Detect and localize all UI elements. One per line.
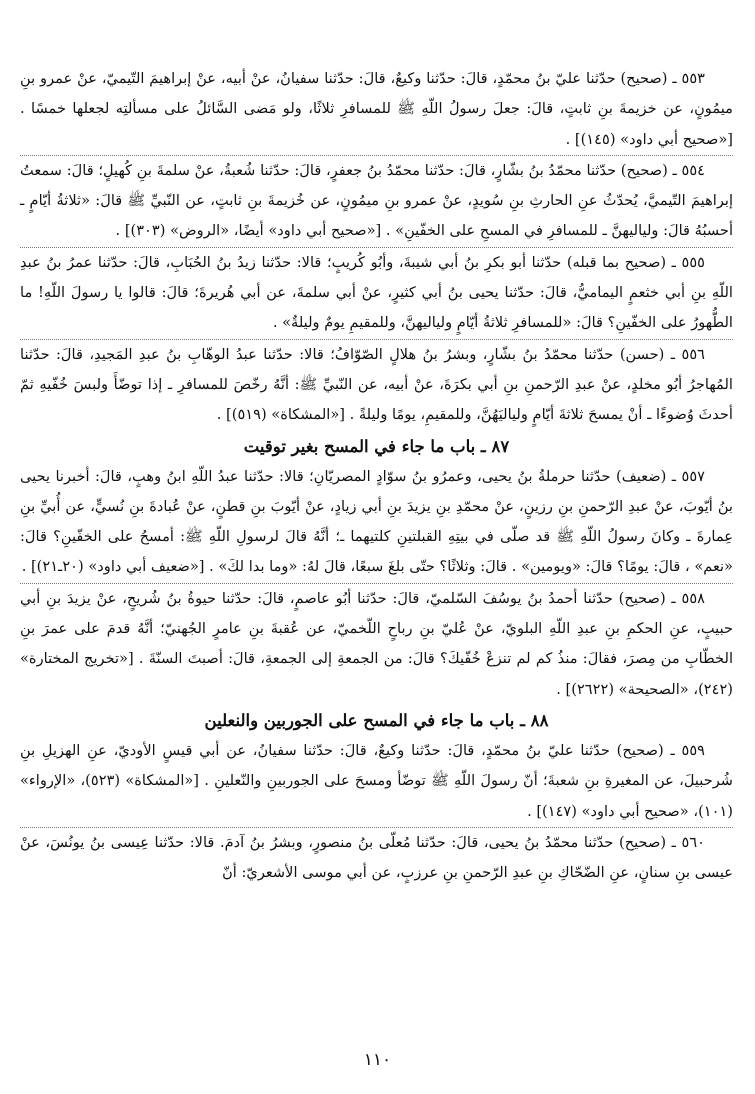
chapter-heading: ٨٨ ـ باب ما جاء في المسح على الجوربين والنعلين <box>204 710 549 730</box>
hadith-paragraph: ٥٥٩ ـ (صحيح) حدّثنا عليّ بنُ محمّدٍ، قالَ: حدّثنا وكيعٌ، قالَ: حدّثنا سفيانُ، عن أبي قيسٍ الأوديّ، عنِ الهزيلِ بنِ شُرحبيلَ، عن المغيرةِ بنِ شعبةَ؛ أنّ رسولَ اللّهِ ﷺ توضّأ ومسحَ على الجوربينِ والنّعلينِ . [«المشكاة» (٥٢٣)، «الإرواء» (١٠١)، «صحيح أبي داود» (١٤٧)] . <box>20 741 733 820</box>
hadith-paragraph: ٥٥٣ ـ (صحيح) حدّثنا عليّ بنُ محمّدٍ، قالَ: حدّثنا وكيعٌ، قالَ: حدّثنا سفيانُ، عنْ أبيه، عنْ إبراهيمَ التّيميّ، عنْ عمرو بنِ ميمُونٍ، عن خزيمةَ بنِ ثابتٍ، قالَ: جعلَ رسولُ اللّهِ ﷺ للمسافرِ ثلاثًا، ولو مَضى السَّائلُ على مسألتِه لجعلها خمسًا . [«صحيح أبي داود» (١٤٥)] . <box>20 70 733 148</box>
hadith-paragraph: ٥٥٥ ـ (صحيح بما قبله) حدّثنا أبو بكرِ بنُ أبي شيبةَ، وأبُو كُريبٍ؛ قالا: حدّثنا زيدُ بنُ الحُبَابِ، قالَ: حدّثنا عمرُ بنُ عبدِ اللّهِ بنِ أبي خثعمٍ اليماميُّ، قالَ: حدّثنا يحيى بنُ أبي كثيرٍ، عنْ أبي سلمةَ، عن أبي هُريرةَ؛ قالَ: قالوا يا رسولَ اللّهِ! ما الطُّهورُ على الخفّينِ؟ قالَ: «للمسافرِ ثلاثةُ أيّامٍ ولياليهنَّ، وللمقيمِ يومٌ وليلةٌ» . <box>20 253 733 332</box>
chapter-heading: ٨٧ ـ باب ما جاء في المسح بغير توقيت <box>243 436 510 456</box>
hadith-paragraph: ٥٥٨ ـ (صحيح) حدّثنا أحمدُ بنُ يوسُفَ السّلميّ، قالَ: حدّثنا أبُو عاصمٍ، قالَ: حدّثنا حيوةُ بنُ شُريحٍ، عنْ يزيدَ بنِ أبي حبيبٍ، عنِ الحكمِ بنِ عبدِ اللّهِ البلويّ، عنْ عُليّ بنِ رباحٍ اللّخميّ، عن عُقبةَ بنِ عامرٍ الجُهنيّ؛ أنَّهُ قدمَ على عمرَ بنِ الخطّابِ من مِصرَ، فقالَ: منذُ كم لم تنزعْ خُفّيكَ؟ قالَ: من الجمعةِ إلى الجمعةِ، قالَ: أصبتَ السنّةَ . [«تخريج المختارة» (٢٤٢)، «الصحيحة» (٢٦٢٢)] . <box>20 589 733 698</box>
hadith-paragraph: ٥٥٦ ـ (حسن) حدّثنا محمّدُ بنُ بشّارٍ، وبشرُ بنُ هلالٍ الصّوّافُ؛ قالا: حدّثنا عبدُ الوهّابِ بنُ عبدِ المَجيدِ، قالَ: حدّثنا المُهاجرُ أبُو مخلدٍ، عنْ عبدِ الرّحمنِ بنِ أبي بكرَةَ، عنْ أبيه، عن النّبيِّ ﷺ: أنَّهُ رخّصَ للمسافرِ ـ إذا توضّأَ ولبسَ خُفّيهِ ثمّ أحدثَ وُضوءًا ـ أنْ يمسحَ ثلاثةَ أيّامٍ ولياليَهُنَّ، وللمقيمِ، يومًا وليلةً . [«المشكاة» (٥١٩)] . <box>20 345 733 424</box>
hadith-paragraph: ٥٦٠ ـ (صحيح) حدّثنا محمّدُ بنُ يحيى، قالَ: حدّثنا مُعلّى بنُ منصورٍ، وبشرُ بنُ آدمَ. قالا: حدّثنا عِيسى بنُ يونُسَ، عنْ عيسى بنِ سنانٍ، عنِ الضّحّاكِ بنِ عبدِ الرّحمنِ بنِ عرزبٍ، عن أبي موسى الأشعريّ: أنّ <box>20 833 733 882</box>
page-number: ١١٠ <box>363 1050 392 1070</box>
hadith-paragraph: ٥٥٧ ـ (ضعيف) حدّثنا حرملةُ بنُ يحيى، وعمرُو بنُ سوّادٍ المصريّانِ؛ قالا: حدّثنا عبدُ اللّهِ ابنُ وهبٍ، قالَ: أخبرنا يحيى بنُ أيّوبَ، عنْ عبدِ الرّحمنِ بنِ رزينٍ، عنْ محمّدِ بنِ يزيدَ بنِ أبي زيادٍ، عنْ أيّوبَ بنِ قطنٍ، عنْ عُبادةَ بنِ نُسيٍّ، عن أُبيِّ بنِ عِمارةَ ـ وكانَ رسولُ اللّهِ ﷺ قد صلّى في بيتِهِ القبلتينِ كلتيهما ـ؛ أنَّهُ قالَ لرسولِ اللّهِ ﷺ: أمسحُ على الخفّينِ؟ قالَ: «نعم» ، قالَ: يومًا؟ قالَ: «ويومين» . قالَ: وثلاثًا؟ حتّى بلغَ سبعًا، قالَ لهُ: «وما بدا لكَ» . [«ضعيف أبي داود» (٢٠ـ٢١)] . <box>20 467 733 576</box>
page-text <box>20 64 733 888</box>
hadith-paragraph: ٥٥٤ ـ (صحيح) حدّثنا محمّدُ بنُ بشّارٍ، قالَ: حدّثنا محمّدُ بنُ جعفرٍ، قالَ: حدّثنا شُعبةُ، عنْ سلمةَ بنِ كُهيلٍ؛ قالَ: سمعتُ إبراهيمَ التّيميَّ، يُحدّثُ عنِ الحارثِ بنِ سُويدٍ، عنْ عمرو بنِ ميمُونٍ، عن خُزيمةَ بنِ ثابتٍ، عن النّبيِّ ﷺ قالَ: «ثلاثةُ أيّامٍ ـ أحسبُهُ قالَ: ولياليهنَّ ـ للمسافرِ في المسحِ على الخفّينِ» . [«صحيح أبي داود» أيضًا، «الروض» (٣٠٣)] . <box>20 161 733 240</box>
